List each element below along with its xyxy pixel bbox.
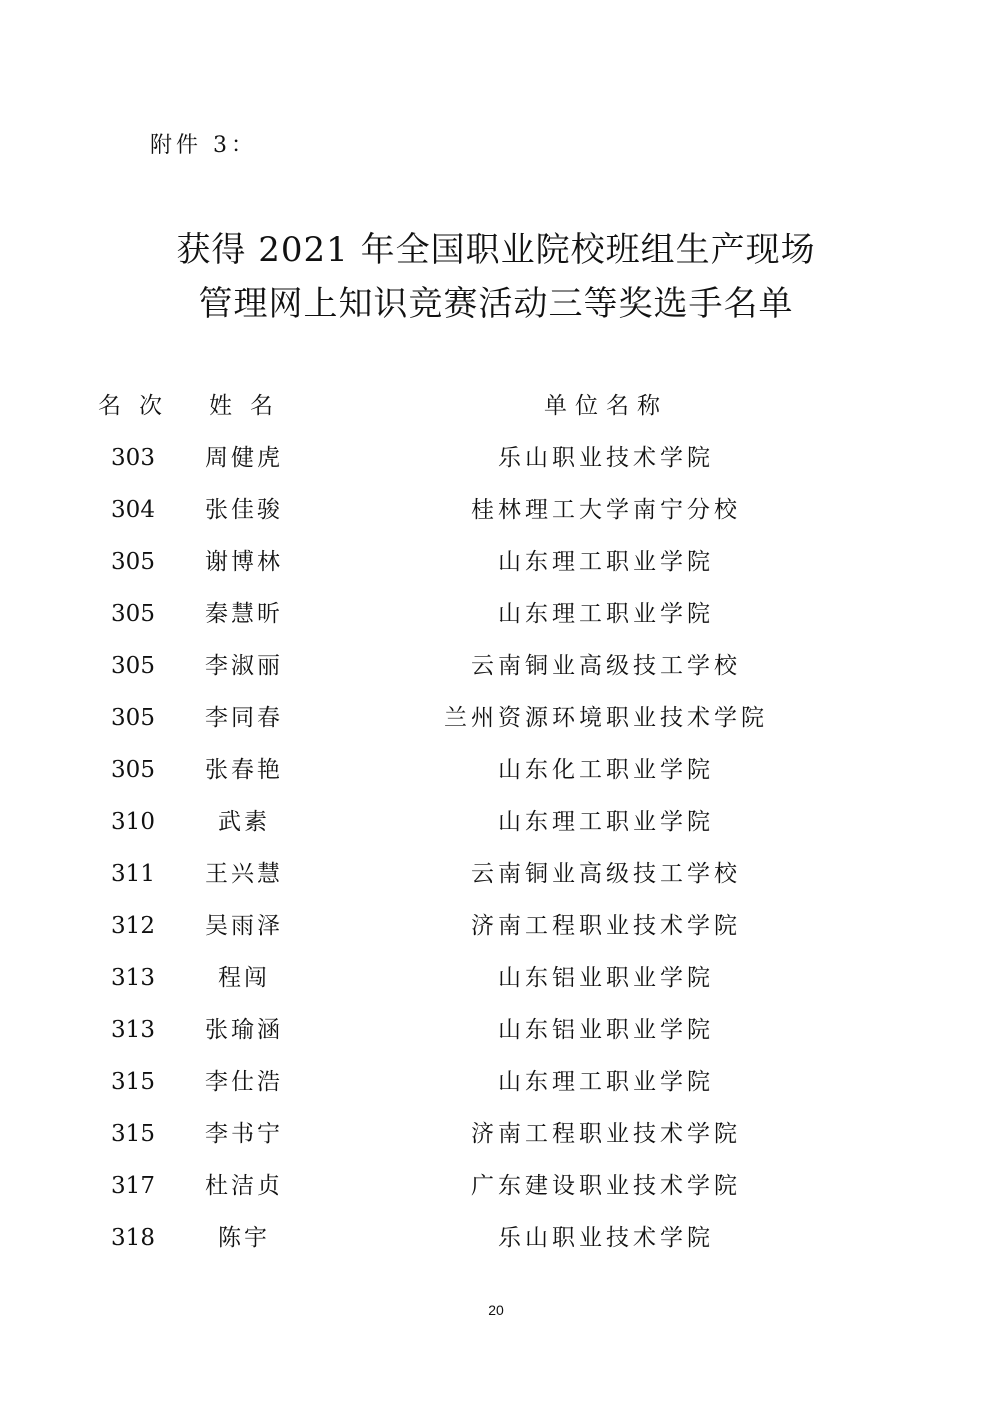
- rank-cell: 315: [111, 1121, 155, 1147]
- rank-cell: 318: [111, 1225, 155, 1251]
- page-number: 20: [488, 1302, 504, 1318]
- name-cell: 李同春: [205, 705, 283, 731]
- rank-cell: 303: [111, 445, 155, 471]
- table-row: [0, 1166, 992, 1218]
- unit-cell: 云南铜业高级技工学校: [471, 861, 741, 887]
- table-row: [0, 1114, 992, 1166]
- unit-cell: 山东理工职业学院: [498, 1069, 714, 1095]
- unit-cell: 山东理工职业学院: [498, 809, 714, 835]
- name-cell: 张佳骏: [205, 497, 283, 523]
- name-cell: 李淑丽: [205, 653, 283, 679]
- rank-cell: 304: [111, 497, 155, 523]
- table-row: [0, 490, 992, 542]
- unit-cell: 山东化工职业学院: [498, 757, 714, 783]
- table-row: [0, 958, 992, 1010]
- table-row: [0, 646, 992, 698]
- name-cell: 谢博林: [205, 549, 283, 575]
- name-cell: 陈宇: [218, 1225, 270, 1251]
- unit-cell: 兰州资源环境职业技术学院: [444, 705, 768, 731]
- table-row: [0, 802, 992, 854]
- name-cell: 武素: [218, 809, 270, 835]
- name-cell: 王兴慧: [205, 861, 283, 887]
- rank-cell: 305: [111, 653, 155, 679]
- table-row: [0, 750, 992, 802]
- unit-cell: 山东铝业职业学院: [498, 1017, 714, 1043]
- header-rank: 名次: [98, 393, 180, 419]
- unit-cell: 山东理工职业学院: [498, 601, 714, 627]
- attachment-label: 附件 3：: [150, 133, 257, 158]
- rank-cell: 305: [111, 549, 155, 575]
- rank-cell: 310: [111, 809, 155, 835]
- name-cell: 吴雨泽: [205, 913, 283, 939]
- table-row: [0, 1010, 992, 1062]
- table-row: [0, 594, 992, 646]
- unit-cell: 山东铝业职业学院: [498, 965, 714, 991]
- unit-cell: 山东理工职业学院: [498, 549, 714, 575]
- unit-cell: 乐山职业技术学院: [498, 1225, 714, 1251]
- table-row: [0, 1218, 992, 1270]
- name-cell: 张春艳: [205, 757, 283, 783]
- table-row: [0, 1062, 992, 1114]
- unit-cell: 桂林理工大学南宁分校: [471, 497, 741, 523]
- rank-cell: 305: [111, 705, 155, 731]
- table-row: [0, 854, 992, 906]
- rank-cell: 313: [111, 1017, 155, 1043]
- header-name: 姓名: [209, 393, 291, 419]
- name-cell: 周健虎: [205, 445, 283, 471]
- name-cell: 李仕浩: [205, 1069, 283, 1095]
- name-cell: 张瑜涵: [205, 1017, 283, 1043]
- rank-cell: 313: [111, 965, 155, 991]
- unit-cell: 济南工程职业技术学院: [471, 913, 741, 939]
- name-cell: 秦慧昕: [205, 601, 283, 627]
- rank-cell: 315: [111, 1069, 155, 1095]
- table-row: [0, 906, 992, 958]
- rank-cell: 311: [111, 861, 155, 887]
- rank-cell: 312: [111, 913, 155, 939]
- name-cell: 李书宁: [205, 1121, 283, 1147]
- document-title-line-2: 管理网上知识竞赛活动三等奖选手名单: [198, 284, 794, 324]
- unit-cell: 云南铜业高级技工学校: [471, 653, 741, 679]
- table-row: [0, 698, 992, 750]
- name-cell: 杜洁贞: [205, 1173, 283, 1199]
- document-title-line-1: 获得 2021 年全国职业院校班组生产现场: [176, 230, 816, 270]
- table-row: [0, 438, 992, 490]
- name-cell: 程闯: [218, 965, 270, 991]
- table-header-row: [0, 386, 992, 438]
- rank-cell: 305: [111, 601, 155, 627]
- unit-cell: 济南工程职业技术学院: [471, 1121, 741, 1147]
- unit-cell: 广东建设职业技术学院: [471, 1173, 741, 1199]
- winners-table: [0, 386, 992, 1270]
- rank-cell: 305: [111, 757, 155, 783]
- rank-cell: 317: [111, 1173, 155, 1199]
- unit-cell: 乐山职业技术学院: [498, 445, 714, 471]
- table-row: [0, 542, 992, 594]
- header-unit: 单位名称: [544, 393, 668, 419]
